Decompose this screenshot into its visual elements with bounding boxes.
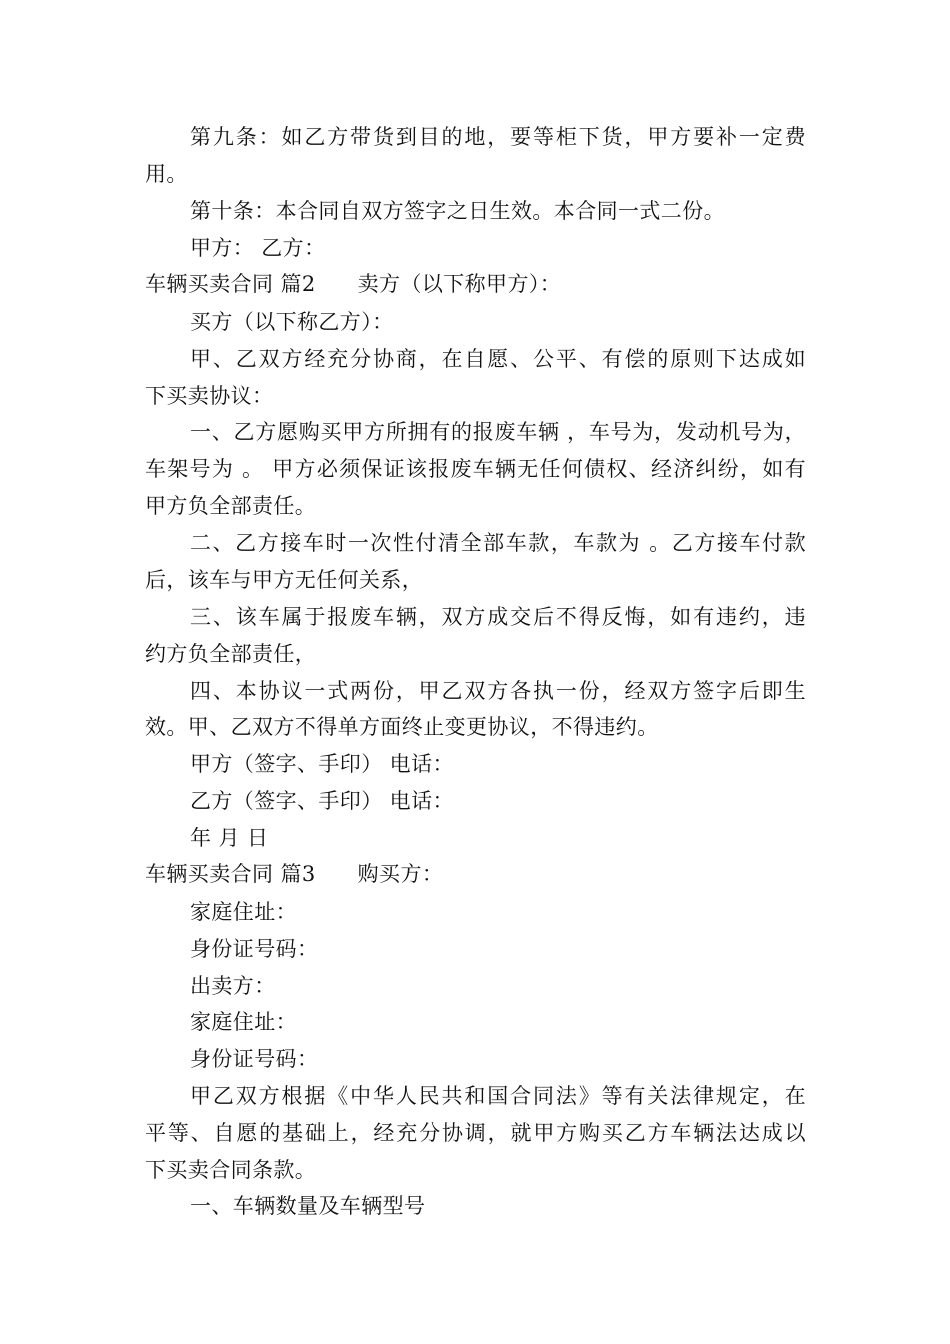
article-4-line-1: 四、本协议一式两份，甲乙双方各执一份，经双方签字后即生 [190,679,806,703]
buyer-label: 买方（以下称乙方）： [190,310,394,334]
seller-label: 卖方（以下称甲方）： [357,272,562,296]
section-heading-2 [145,270,561,298]
vendor-id: 身份证号码： [190,1047,319,1071]
purchaser-id: 身份证号码： [190,937,319,961]
article-1-line-3: 甲方负全部责任。 [145,494,317,518]
vendor-label: 出卖方： [190,974,276,998]
section-vehicle-quantity: 一、车辆数量及车辆型号 [190,1194,426,1218]
article-2-line-2: 后，该车与甲方无任何关系， [145,568,424,592]
preamble-line-1: 甲乙双方根据《中华人民共和国合同法》等有关法律规定，在 [190,1084,806,1108]
article-3-line-2: 约方负全部责任， [145,642,317,666]
article-3-line-1: 三、该车属于报废车辆，双方成交后不得反悔，如有违约，违 [190,605,806,629]
date-line: 年 月 日 [190,826,269,850]
party-b-signature: 乙方（签字、手印） 电话： [190,789,454,813]
party-a-signature: 甲方（签字、手印） 电话： [190,752,454,776]
article-2-line-1: 二、乙方接车时一次性付清全部车款，车款为 。乙方接车付款 [190,531,806,555]
clause-9-line-1: 第九条：如乙方带货到目的地，要等柜下货，甲方要补一定费 [190,125,806,149]
purchaser-label: 购买方： [357,862,444,886]
vendor-address: 家庭住址： [190,1010,297,1034]
section-title-2: 车辆买卖合同 篇2 [145,272,316,296]
preamble-line-2: 平等、自愿的基础上，经充分协调，就甲方购买乙方车辆法达成以 [145,1121,806,1145]
clause-9-line-2: 用。 [145,162,188,186]
section-heading-3 [145,860,443,888]
article-1-line-1: 一、乙方愿购买甲方所拥有的报废车辆 ，车号为，发动机号为， [190,420,806,444]
clause-10: 第十条：本合同自双方签字之日生效。本合同一式二份。 [190,199,725,223]
intro-line-1: 甲、乙双方经充分协商，在自愿、公平、有偿的原则下达成如 [190,347,806,371]
preamble-line-3: 下买卖合同条款。 [145,1158,317,1182]
purchaser-address: 家庭住址： [190,900,297,924]
intro-line-2: 下买卖协议： [145,384,274,408]
section-title-3: 车辆买卖合同 篇3 [145,862,316,886]
article-1-line-2: 车架号为 。 甲方必须保证该报废车辆无任何债权、经济纠纷，如有 [145,457,806,481]
signature-parties: 甲方： 乙方： [190,236,326,260]
article-4-line-2: 效。甲、乙双方不得单方面终止变更协议，不得违约。 [145,715,659,739]
